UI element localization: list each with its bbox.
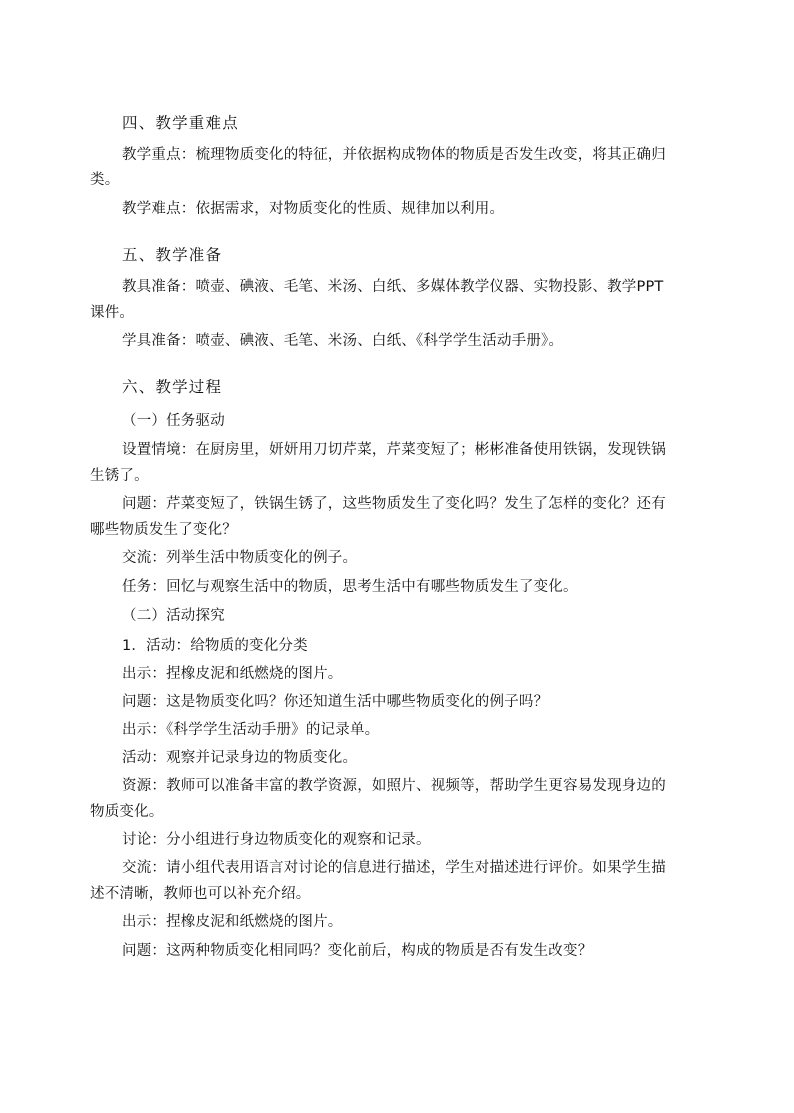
- section-heading-preparation: 五、教学准备: [122, 246, 223, 264]
- resource-text-cont: 物质变化。: [90, 804, 164, 820]
- show-text-2: 出示：《科学学生活动手册》的记录单。: [122, 722, 380, 738]
- show-text-3: 出示：捏橡皮泥和纸燃烧的图片。: [122, 914, 343, 930]
- question-text-cont: 哪些物质发生了变化？: [90, 522, 237, 538]
- teacher-materials-text-cont: 课件。: [90, 305, 135, 321]
- resource-text: 资源：教师可以准备丰富的教学资源，如照片、视频等，帮助学生更容易发现身边的: [122, 778, 666, 794]
- task-text: 任务：回忆与观察生活中的物质，思考生活中有哪些物质发生了变化。: [122, 579, 578, 595]
- teaching-difficulty-text: 教学难点：依据需求，对物质变化的性质、规律加以利用。: [122, 201, 505, 217]
- activity-text: 活动：观察并记录身边的物质变化。: [122, 750, 358, 766]
- teacher-materials-text: 教具准备：喷壶、碘液、毛笔、米汤、白纸、多媒体教学仪器、实物投影、教学PPT: [122, 279, 664, 295]
- subsection-title-task-driven: （一）任务驱动: [122, 413, 225, 429]
- activity-title: 1．活动：给物质的变化分类: [122, 638, 308, 654]
- scenario-text-cont: 生锈了。: [90, 468, 149, 484]
- show-text-1: 出示：捏橡皮泥和纸燃烧的图片。: [122, 666, 343, 682]
- question-text-1: 问题：这是物质变化吗？你还知道生活中哪些物质变化的例子吗？: [122, 694, 549, 710]
- exchange-text-2: 交流：请小组代表用语言对讨论的信息进行描述，学生对描述进行评价。如果学生描: [122, 860, 666, 876]
- section-heading-teaching-focus: 四、教学重难点: [122, 114, 239, 132]
- student-materials-text: 学具准备：喷壶、碘液、毛笔、米汤、白纸、《科学学生活动手册》。: [122, 333, 564, 349]
- exchange-text: 交流：列举生活中物质变化的例子。: [122, 550, 358, 566]
- section-heading-process: 六、教学过程: [122, 378, 223, 396]
- question-text: 问题：芹菜变短了，铁锅生锈了，这些物质发生了变化吗？发生了怎样的变化？还有: [122, 496, 666, 512]
- discussion-text: 讨论：分小组进行身边物质变化的观察和记录。: [122, 832, 431, 848]
- teaching-focus-text-cont: 类。: [90, 172, 120, 188]
- question-text-2: 问题：这两种物质变化相同吗？变化前后，构成的物质是否有发生改变？: [122, 943, 593, 959]
- scenario-text: 设置情境：在厨房里，妍妍用刀切芹菜，芹菜变短了；彬彬准备使用铁锅，发现铁锅: [122, 442, 666, 458]
- exchange-text-2-cont: 述不清晰，教师也可以补充介绍。: [90, 886, 311, 902]
- subsection-title-activity-exploration: （二）活动探究: [122, 608, 225, 624]
- teaching-focus-text: 教学重点：梳理物质变化的特征，并依据构成物体的物质是否发生改变，将其正确归: [122, 147, 666, 163]
